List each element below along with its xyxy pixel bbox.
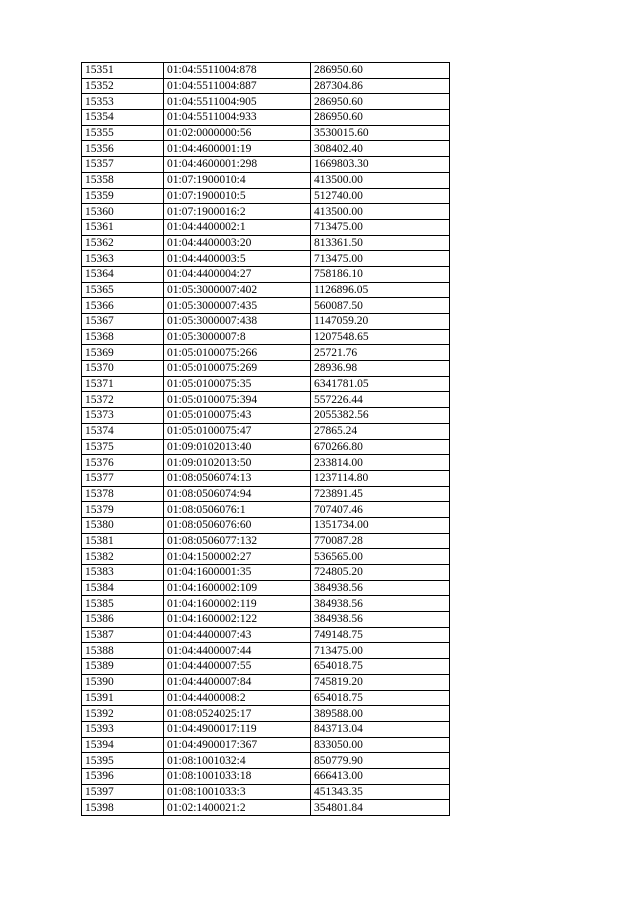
cadastral-number-cell: 01:04:1600002:119 (164, 596, 311, 612)
cadastral-number-cell: 01:08:0506076:60 (164, 517, 311, 533)
row-number-cell: 15383 (82, 565, 164, 581)
cadastral-number-cell: 01:04:4900017:119 (164, 721, 311, 737)
value-cell: 813361.50 (311, 235, 450, 251)
table-row (82, 110, 450, 126)
cadastral-number-cell: 01:05:0100075:47 (164, 423, 311, 439)
table-row (82, 219, 450, 235)
table-row (82, 266, 450, 282)
table-row (82, 329, 450, 345)
table-row (82, 674, 450, 690)
cadastral-number-cell: 01:04:4400007:55 (164, 659, 311, 675)
cadastral-number-cell: 01:02:0000000:56 (164, 125, 311, 141)
table-row (82, 172, 450, 188)
row-number-cell: 15351 (82, 63, 164, 79)
value-cell: 723891.45 (311, 486, 450, 502)
cadastral-number-cell: 01:04:1600002:122 (164, 612, 311, 628)
value-cell: 1126896.05 (311, 282, 450, 298)
row-number-cell: 15394 (82, 737, 164, 753)
value-cell: 536565.00 (311, 549, 450, 565)
cadastral-number-cell: 01:04:4400007:84 (164, 674, 311, 690)
table-row (82, 627, 450, 643)
cadastral-number-cell: 01:04:4600001:19 (164, 141, 311, 157)
table-row (82, 392, 450, 408)
value-cell: 354801.84 (311, 800, 450, 816)
cadastral-number-cell: 01:08:0506077:132 (164, 533, 311, 549)
cadastral-number-cell: 01:05:0100075:394 (164, 392, 311, 408)
value-cell: 745819.20 (311, 674, 450, 690)
row-number-cell: 15398 (82, 800, 164, 816)
table-row (82, 486, 450, 502)
cadastral-number-cell: 01:04:1600001:35 (164, 565, 311, 581)
value-cell: 707407.46 (311, 502, 450, 518)
row-number-cell: 15379 (82, 502, 164, 518)
value-cell: 413500.00 (311, 204, 450, 220)
table-row (82, 251, 450, 267)
table-row (82, 643, 450, 659)
table-row (82, 706, 450, 722)
cadastral-number-cell: 01:04:4400003:20 (164, 235, 311, 251)
value-cell: 1351734.00 (311, 517, 450, 533)
row-number-cell: 15376 (82, 455, 164, 471)
cadastral-number-cell: 01:04:4400003:5 (164, 251, 311, 267)
value-cell: 560087.50 (311, 298, 450, 314)
value-cell: 724805.20 (311, 565, 450, 581)
table-row (82, 565, 450, 581)
row-number-cell: 15372 (82, 392, 164, 408)
value-cell: 28936.98 (311, 361, 450, 377)
value-cell: 512740.00 (311, 188, 450, 204)
row-number-cell: 15392 (82, 706, 164, 722)
value-cell: 843713.04 (311, 721, 450, 737)
table-row (82, 141, 450, 157)
table-row (82, 408, 450, 424)
table-row (82, 517, 450, 533)
row-number-cell: 15363 (82, 251, 164, 267)
value-cell: 833050.00 (311, 737, 450, 753)
row-number-cell: 15384 (82, 580, 164, 596)
value-cell: 384938.56 (311, 612, 450, 628)
table-row (82, 800, 450, 816)
table-row (82, 439, 450, 455)
value-cell: 25721.76 (311, 345, 450, 361)
value-cell: 666413.00 (311, 768, 450, 784)
value-cell: 6341781.05 (311, 376, 450, 392)
row-number-cell: 15364 (82, 266, 164, 282)
table-row (82, 423, 450, 439)
table-row (82, 282, 450, 298)
value-cell: 850779.90 (311, 753, 450, 769)
table-row (82, 361, 450, 377)
row-number-cell: 15396 (82, 768, 164, 784)
cadastral-number-cell: 01:08:1001032:4 (164, 753, 311, 769)
cadastral-number-cell: 01:04:4900017:367 (164, 737, 311, 753)
value-cell: 770087.28 (311, 533, 450, 549)
cadastral-number-cell: 01:07:1900016:2 (164, 204, 311, 220)
table-row (82, 596, 450, 612)
table-row (82, 533, 450, 549)
value-cell: 713475.00 (311, 219, 450, 235)
cadastral-number-cell: 01:05:3000007:402 (164, 282, 311, 298)
cadastral-number-cell: 01:04:4400007:43 (164, 627, 311, 643)
table-row (82, 470, 450, 486)
cadastral-number-cell: 01:04:5511004:905 (164, 94, 311, 110)
value-cell: 2055382.56 (311, 408, 450, 424)
row-number-cell: 15382 (82, 549, 164, 565)
row-number-cell: 15378 (82, 486, 164, 502)
table-row (82, 753, 450, 769)
table-row (82, 659, 450, 675)
row-number-cell: 15362 (82, 235, 164, 251)
cadastral-number-cell: 01:05:0100075:266 (164, 345, 311, 361)
value-cell: 286950.60 (311, 110, 450, 126)
cadastral-number-cell: 01:04:1600002:109 (164, 580, 311, 596)
value-cell: 670266.80 (311, 439, 450, 455)
row-number-cell: 15366 (82, 298, 164, 314)
table-body (82, 63, 450, 816)
table-row (82, 784, 450, 800)
value-cell: 749148.75 (311, 627, 450, 643)
table-row (82, 314, 450, 330)
table-row (82, 690, 450, 706)
row-number-cell: 15354 (82, 110, 164, 126)
cadastral-number-cell: 01:04:5511004:878 (164, 63, 311, 79)
table-row (82, 612, 450, 628)
value-cell: 27865.24 (311, 423, 450, 439)
table-row (82, 188, 450, 204)
cadastral-number-cell: 01:05:3000007:8 (164, 329, 311, 345)
cadastral-number-cell: 01:08:0524025:17 (164, 706, 311, 722)
table-row (82, 376, 450, 392)
value-cell: 3530015.60 (311, 125, 450, 141)
row-number-cell: 15352 (82, 78, 164, 94)
row-number-cell: 15355 (82, 125, 164, 141)
row-number-cell: 15371 (82, 376, 164, 392)
row-number-cell: 15388 (82, 643, 164, 659)
row-number-cell: 15387 (82, 627, 164, 643)
cadastral-number-cell: 01:04:4600001:298 (164, 157, 311, 173)
row-number-cell: 15357 (82, 157, 164, 173)
row-number-cell: 15377 (82, 470, 164, 486)
value-cell: 413500.00 (311, 172, 450, 188)
row-number-cell: 15385 (82, 596, 164, 612)
row-number-cell: 15395 (82, 753, 164, 769)
row-number-cell: 15374 (82, 423, 164, 439)
row-number-cell: 15369 (82, 345, 164, 361)
value-cell: 557226.44 (311, 392, 450, 408)
row-number-cell: 15373 (82, 408, 164, 424)
row-number-cell: 15367 (82, 314, 164, 330)
value-cell: 384938.56 (311, 596, 450, 612)
cadastral-number-cell: 01:04:1500002:27 (164, 549, 311, 565)
table-row (82, 737, 450, 753)
row-number-cell: 15358 (82, 172, 164, 188)
table-row (82, 157, 450, 173)
row-number-cell: 15361 (82, 219, 164, 235)
row-number-cell: 15368 (82, 329, 164, 345)
row-number-cell: 15380 (82, 517, 164, 533)
row-number-cell: 15360 (82, 204, 164, 220)
cadastral-number-cell: 01:09:0102013:50 (164, 455, 311, 471)
value-cell: 654018.75 (311, 659, 450, 675)
value-cell: 286950.60 (311, 63, 450, 79)
value-cell: 1147059.20 (311, 314, 450, 330)
cadastral-number-cell: 01:02:1400021:2 (164, 800, 311, 816)
table-row (82, 549, 450, 565)
row-number-cell: 15359 (82, 188, 164, 204)
table-row (82, 78, 450, 94)
value-cell: 308402.40 (311, 141, 450, 157)
table-row (82, 204, 450, 220)
cadastral-number-cell: 01:05:0100075:43 (164, 408, 311, 424)
value-cell: 384938.56 (311, 580, 450, 596)
cadastral-number-cell: 01:05:0100075:35 (164, 376, 311, 392)
value-cell: 233814.00 (311, 455, 450, 471)
row-number-cell: 15386 (82, 612, 164, 628)
cadastral-number-cell: 01:04:5511004:887 (164, 78, 311, 94)
value-cell: 758186.10 (311, 266, 450, 282)
row-number-cell: 15393 (82, 721, 164, 737)
cadastral-number-cell: 01:04:5511004:933 (164, 110, 311, 126)
table-row (82, 502, 450, 518)
cadastral-number-cell: 01:08:0506076:1 (164, 502, 311, 518)
row-number-cell: 15375 (82, 439, 164, 455)
row-number-cell: 15353 (82, 94, 164, 110)
table-row (82, 580, 450, 596)
cadastral-number-cell: 01:07:1900010:5 (164, 188, 311, 204)
cadastral-number-cell: 01:05:3000007:438 (164, 314, 311, 330)
value-cell: 713475.00 (311, 643, 450, 659)
value-cell: 286950.60 (311, 94, 450, 110)
value-cell: 451343.35 (311, 784, 450, 800)
table-row (82, 125, 450, 141)
cadastral-number-cell: 01:04:4400008:2 (164, 690, 311, 706)
row-number-cell: 15381 (82, 533, 164, 549)
row-number-cell: 15391 (82, 690, 164, 706)
cadastral-number-cell: 01:04:4400002:1 (164, 219, 311, 235)
row-number-cell: 15397 (82, 784, 164, 800)
cadastral-number-cell: 01:08:1001033:3 (164, 784, 311, 800)
cadastral-number-cell: 01:04:4400007:44 (164, 643, 311, 659)
table-row (82, 345, 450, 361)
table-row (82, 235, 450, 251)
row-number-cell: 15356 (82, 141, 164, 157)
row-number-cell: 15365 (82, 282, 164, 298)
cadastral-number-cell: 01:04:4400004:27 (164, 266, 311, 282)
value-cell: 389588.00 (311, 706, 450, 722)
cadastral-number-cell: 01:08:0506074:94 (164, 486, 311, 502)
value-cell: 1207548.65 (311, 329, 450, 345)
value-cell: 1669803.30 (311, 157, 450, 173)
row-number-cell: 15389 (82, 659, 164, 675)
table-row (82, 298, 450, 314)
value-cell: 654018.75 (311, 690, 450, 706)
row-number-cell: 15370 (82, 361, 164, 377)
cadastral-number-cell: 01:05:0100075:269 (164, 361, 311, 377)
cadastral-number-cell: 01:08:0506074:13 (164, 470, 311, 486)
data-table (81, 62, 450, 816)
cadastral-number-cell: 01:09:0102013:40 (164, 439, 311, 455)
table-row (82, 768, 450, 784)
cadastral-number-cell: 01:08:1001033:18 (164, 768, 311, 784)
cadastral-number-cell: 01:07:1900010:4 (164, 172, 311, 188)
table-row (82, 455, 450, 471)
value-cell: 287304.86 (311, 78, 450, 94)
cadastral-number-cell: 01:05:3000007:435 (164, 298, 311, 314)
table-row (82, 721, 450, 737)
value-cell: 713475.00 (311, 251, 450, 267)
table-row (82, 63, 450, 79)
value-cell: 1237114.80 (311, 470, 450, 486)
row-number-cell: 15390 (82, 674, 164, 690)
table-row (82, 94, 450, 110)
